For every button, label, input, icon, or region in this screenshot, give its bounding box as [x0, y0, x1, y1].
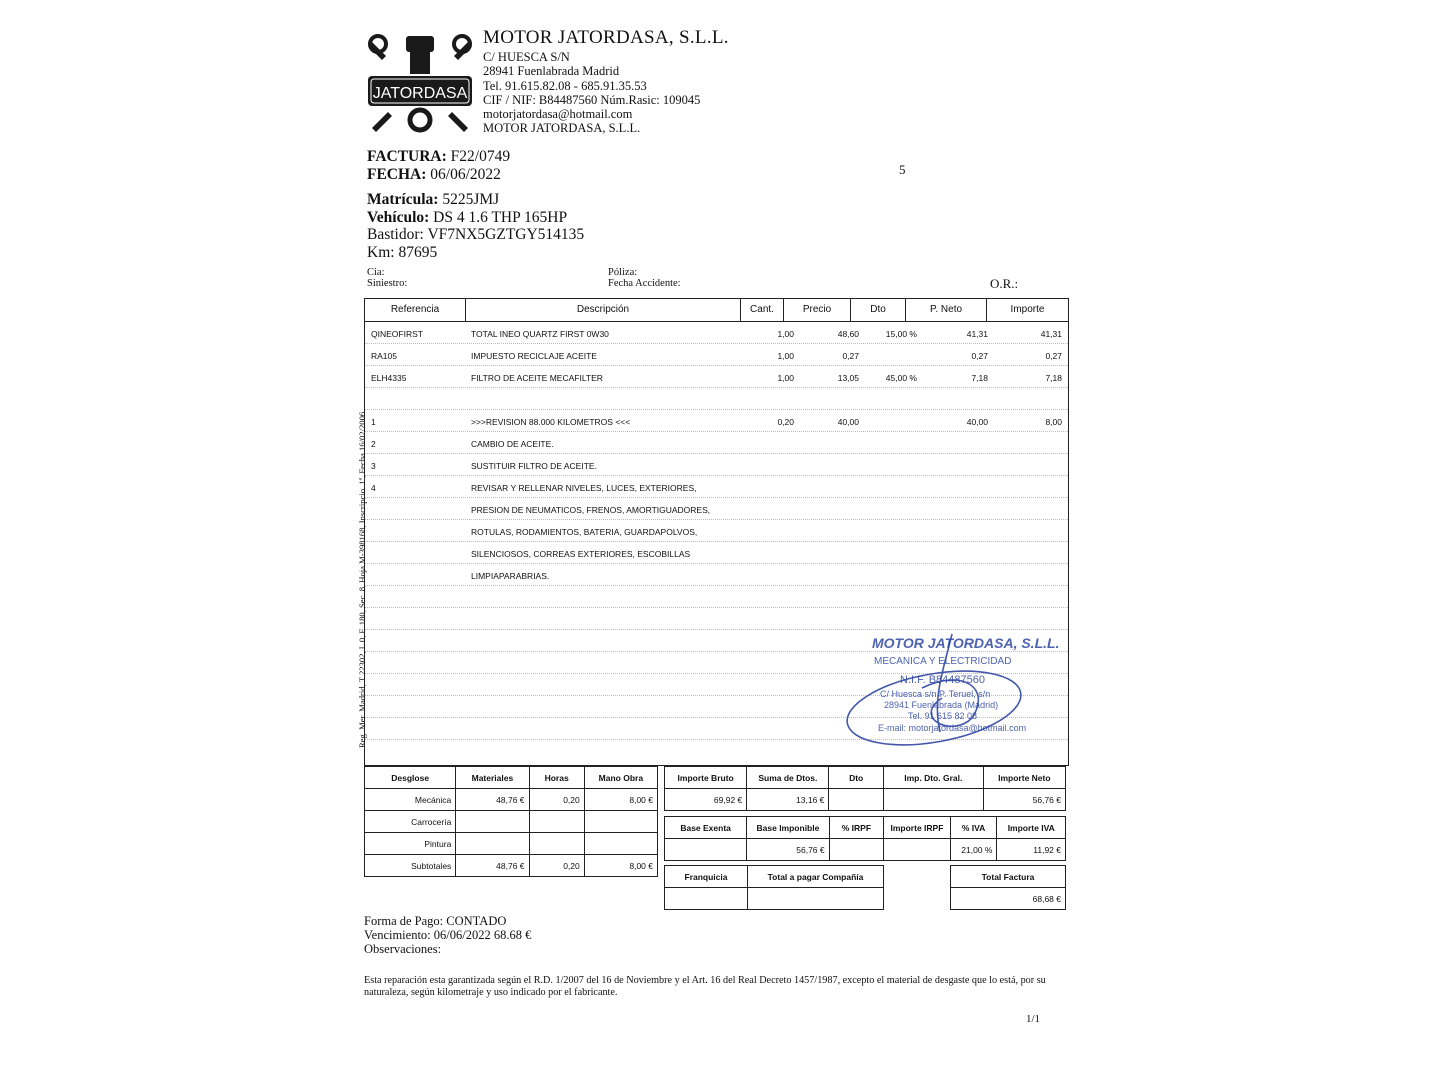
forma-pago: Forma de Pago: CONTADO [364, 914, 507, 928]
col-precio: Precio [784, 299, 851, 321]
cell-dto: 45,00 % [885, 373, 917, 383]
company-cif: CIF / NIF: B84487560 Núm.Rasic: 109045 [483, 92, 701, 107]
company-block [483, 26, 729, 136]
company-email: motorjatordasa@hotmail.com [483, 107, 633, 122]
table-row [365, 389, 1068, 411]
svg-text:MOTOR JATORDASA, S.L.L.: MOTOR JATORDASA, S.L.L. [872, 635, 1060, 651]
importe-iva-value: 11,92 € [997, 839, 1066, 861]
total-compania-value [748, 888, 884, 910]
suma-dtos-value: 13,16 € [747, 789, 829, 811]
row-divider [365, 387, 1068, 388]
pintura-mano-obra [584, 833, 657, 855]
cell-precio: 40,00 [837, 417, 859, 427]
registry-text: Reg. Mer. Madrid, T 22302, L 0, F. 180, Sec. 8, Hoja M-398168, Inscripcio. 1ª, Fecha 16/02/2006 [357, 411, 367, 748]
row-divider [365, 453, 1068, 454]
observaciones: Observaciones: [364, 942, 442, 956]
cell-cant: 1,00 [777, 351, 794, 361]
importe-bruto-header: Importe Bruto [665, 767, 747, 789]
cell-ref: ELH4335 [371, 373, 407, 383]
company-logo [366, 32, 474, 138]
row-divider [365, 409, 1068, 410]
suma-dtos-header: Suma de Dtos. [747, 767, 829, 789]
base-exenta-value [665, 839, 747, 861]
payment-block [364, 914, 531, 956]
items-table-header [365, 299, 1068, 322]
cell-desc: LIMPIAPARABRIAS. [471, 571, 550, 581]
col-cant: Cant. [741, 299, 784, 321]
cell-importe: 7,18 [1045, 373, 1062, 383]
km-value: 87695 [398, 243, 438, 261]
matricula-value: 5225JMJ [442, 191, 500, 208]
table-row [365, 411, 1068, 433]
imp-dto-gral-header: Imp. Dto. Gral. [883, 767, 983, 789]
col-pneto: P. Neto [906, 299, 987, 321]
importe-irpf-header: Importe IRPF [884, 817, 951, 839]
svg-text:MECANICA Y ELECTRICIDAD: MECANICA Y ELECTRICIDAD [874, 656, 1012, 667]
carroceria-horas [529, 811, 584, 833]
subtotales-horas: 0,20 [529, 855, 584, 877]
cia-label: Cia: [367, 267, 385, 278]
vencimiento: Vencimiento: 06/06/2022 68.68 € [364, 928, 532, 942]
company-name-footer: MOTOR JATORDASA, S.L.L. [483, 121, 641, 136]
siniestro-label: Siniestro: [367, 278, 408, 289]
iva-pct-value: 21,00 % [950, 839, 997, 861]
cell-cant: 1,00 [777, 373, 794, 383]
dto-value [829, 789, 883, 811]
page-number: 1/1 [1026, 1013, 1041, 1025]
total-factura-value: 68,68 € [951, 888, 1066, 910]
base-imponible-value: 56,76 € [747, 839, 829, 861]
cell-desc: SILENCIOSOS, CORREAS EXTERIORES, ESCOBILLAS [471, 549, 691, 559]
cell-ref: RA105 [371, 351, 397, 361]
fecha-value: 06/06/2022 [430, 165, 501, 183]
base-exenta-header: Base Exenta [665, 817, 747, 839]
mecanica-horas: 0,20 [529, 789, 584, 811]
fecha-accidente-label: Fecha Accidente: [608, 278, 681, 289]
imp-dto-gral-value [883, 789, 983, 811]
cell-desc: CAMBIO DE ACEITE. [471, 439, 554, 449]
cell-neto: 40,00 [966, 417, 988, 427]
cell-neto: 41,31 [966, 329, 988, 339]
horas-header: Horas [529, 767, 584, 789]
company-name: MOTOR JATORDASA, S.L.L. [483, 27, 729, 48]
row-divider [365, 585, 1068, 586]
company-address: C/ HUESCA S/N [483, 50, 570, 64]
mano-obra-header: Mano Obra [584, 767, 657, 789]
table-row [365, 499, 1068, 521]
svg-text:Tel. 91 615 82 08: Tel. 91 615 82 08 [908, 711, 978, 721]
row-divider [365, 431, 1068, 432]
importe-bruto-value: 69,92 € [665, 789, 747, 811]
cell-cant: 0,20 [777, 417, 794, 427]
pintura-horas [529, 833, 584, 855]
desglose-table [364, 766, 658, 877]
tax-table [664, 816, 1066, 861]
pintura-label: Pintura [365, 833, 456, 855]
vehiculo-label: Vehículo: [367, 208, 430, 226]
company-stamp [822, 628, 1070, 746]
col-descripcion: Descripción [466, 299, 741, 321]
poliza-label: Póliza: [608, 267, 638, 278]
svg-text:E-mail: motorjatordasa@hotmail: E-mail: motorjatordasa@hotmail.com [878, 723, 1027, 733]
cell-precio: 48,60 [837, 329, 859, 339]
svg-text:N.I.F. B84487560: N.I.F. B84487560 [900, 674, 986, 686]
irpf-pct-header: % IRPF [829, 817, 884, 839]
total-factura-table [950, 865, 1066, 910]
mecanica-mano-obra: 8,00 € [584, 789, 657, 811]
franquicia-table [664, 865, 884, 910]
dto-header: Dto [829, 767, 883, 789]
bastidor-value: VF7NX5GZTGY514135 [427, 226, 585, 244]
company-phone: Tel. 91.615.82.08 - 685.91.35.53 [483, 78, 647, 93]
table-row [365, 367, 1068, 389]
fecha-label: FECHA: [367, 165, 427, 183]
subtotales-mano-obra: 8,00 € [584, 855, 657, 877]
vehicle-block [367, 191, 584, 261]
row-divider [365, 519, 1068, 520]
importe-irpf-value [884, 839, 951, 861]
importe-iva-header: Importe IVA [997, 817, 1066, 839]
logo-text: JATORDASA [372, 85, 468, 102]
or-label: O.R.: [990, 276, 1019, 291]
row-divider [365, 475, 1068, 476]
materiales-header: Materiales [456, 767, 529, 789]
bastidor-label: Bastidor: [367, 226, 424, 244]
cell-neto: 7,18 [971, 373, 988, 383]
row-divider [365, 497, 1068, 498]
cell-precio: 0,27 [842, 351, 859, 361]
importe-neto-value: 56,76 € [983, 789, 1065, 811]
factura-number: F22/0749 [450, 148, 511, 165]
cell-desc: FILTRO DE ACEITE MECAFILTER [471, 373, 603, 383]
carroceria-label: Carrocería [365, 811, 456, 833]
row-divider [365, 541, 1068, 542]
irpf-pct-value [829, 839, 884, 861]
franquicia-header: Franquicia [665, 866, 748, 888]
matricula-label: Matrícula: [367, 191, 439, 208]
cell-desc: ROTULAS, RODAMIENTOS, BATERIA, GUARDAPOLVOS, [471, 527, 698, 537]
cell-dto: 15,00 % [885, 329, 917, 339]
cell-desc: IMPUESTO RECICLAJE ACEITE [471, 351, 597, 361]
table-row [365, 477, 1068, 499]
cell-ref: 1 [371, 417, 376, 427]
km-label: Km: [367, 243, 395, 261]
cell-importe: 41,31 [1040, 329, 1062, 339]
vehiculo-value: DS 4 1.6 THP 165HP [433, 208, 568, 226]
subtotales-materiales: 48,76 € [456, 855, 529, 877]
total-factura-header: Total Factura [951, 866, 1066, 888]
mecanica-materiales: 48,76 € [456, 789, 529, 811]
cell-ref: 4 [371, 483, 376, 493]
pintura-materiales [456, 833, 529, 855]
factura-label: FACTURA: [367, 148, 447, 165]
col-importe: Importe [1010, 304, 1045, 315]
cell-importe: 0,27 [1045, 351, 1062, 361]
cell-ref: 3 [371, 461, 376, 471]
table-row [365, 543, 1068, 565]
company-city: 28941 Fuenlabrada Madrid [483, 64, 620, 79]
cell-ref: QINEOFIRST [371, 329, 423, 339]
cell-precio: 13,05 [837, 373, 859, 383]
col-dto: Dto [851, 299, 906, 321]
cell-cant: 1,00 [777, 329, 794, 339]
table-row [365, 455, 1068, 477]
table-row [365, 345, 1068, 367]
page-mark: 5 [899, 162, 906, 177]
row-divider [365, 343, 1068, 344]
table-row [365, 565, 1068, 587]
carroceria-mano-obra [584, 811, 657, 833]
cell-desc: TOTAL INEO QUARTZ FIRST 0W30 [471, 329, 609, 339]
iva-pct-header: % IVA [950, 817, 997, 839]
desglose-header: Desglose [365, 767, 456, 789]
row-divider [365, 563, 1068, 564]
table-row [365, 433, 1068, 455]
cell-desc: REVISAR Y RELLENAR NIVELES, LUCES, EXTERIORES, [471, 483, 697, 493]
cell-neto: 0,27 [971, 351, 988, 361]
col-referencia: Referencia [365, 299, 466, 321]
svg-text:28941 Fuenlabrada (Madrid): 28941 Fuenlabrada (Madrid) [884, 700, 999, 710]
legal-note: Esta reparación esta garantizada según el R.D. 1/2007 del 16 de Noviembre y el Art. 16 del Real Decreto 1457/1987, excepto el material de desgaste que lo está, por su naturaleza, según kilometraje y uso indicado por el fabricante. [364, 975, 1046, 998]
cell-ref: 2 [371, 439, 376, 449]
invoice-header [367, 148, 510, 183]
svg-text:C/ Huesca s/n P. Teruel, s/n: C/ Huesca s/n P. Teruel, s/n [880, 689, 991, 699]
table-row [365, 521, 1068, 543]
row-divider [365, 607, 1068, 608]
importe-neto-header: Importe Neto [983, 767, 1065, 789]
cell-desc: PRESION DE NEUMATICOS, FRENOS, AMORTIGUADORES, [471, 505, 711, 515]
total-compania-header: Total a pagar Compañía [748, 866, 884, 888]
franquicia-value [665, 888, 748, 910]
mecanica-label: Mecánica [365, 789, 456, 811]
cell-importe: 8,00 [1045, 417, 1062, 427]
table-row [365, 323, 1068, 345]
subtotales-label: Subtotales [365, 855, 456, 877]
carroceria-materiales [456, 811, 529, 833]
cell-desc: SUSTITUIR FILTRO DE ACEITE. [471, 461, 597, 471]
totals-table [664, 766, 1066, 811]
base-imponible-header: Base Imponible [747, 817, 829, 839]
row-divider [365, 365, 1068, 366]
cell-desc: >>>REVISION 88.000 KILOMETROS <<< [471, 417, 631, 427]
